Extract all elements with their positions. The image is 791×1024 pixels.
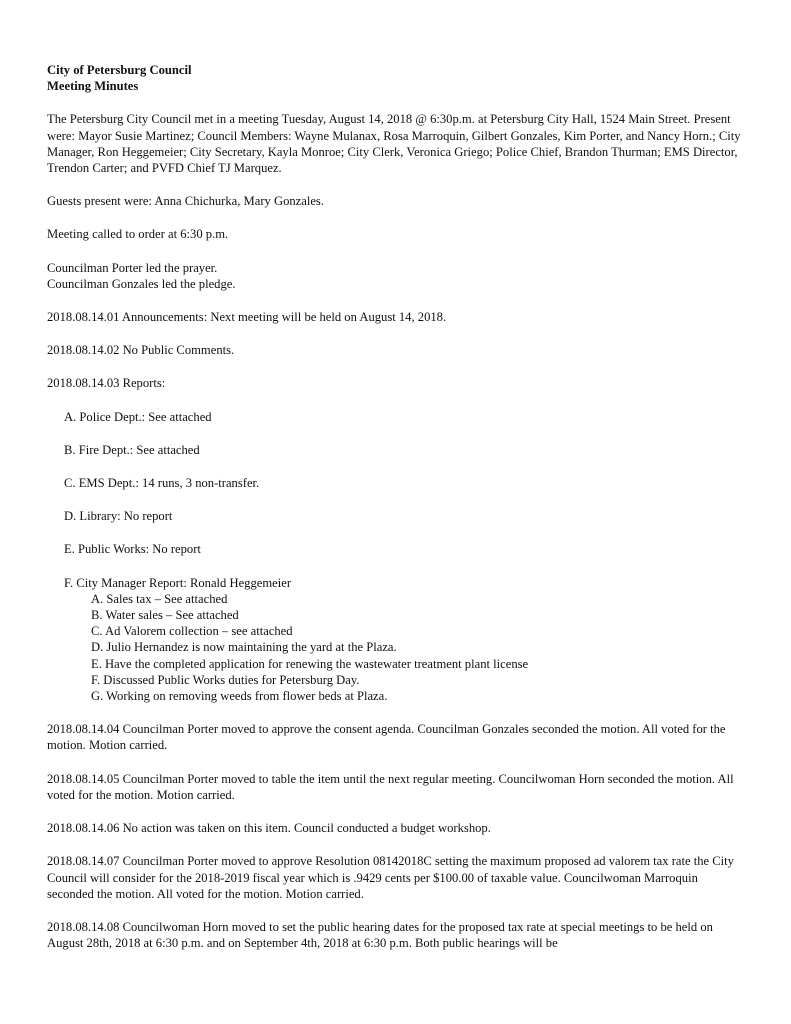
council-title: City of Petersburg Council (47, 63, 192, 77)
item-announcements: 2018.08.14.01 Announcements: Next meeting will be held on August 14, 2018. (47, 310, 447, 325)
attendance-paragraph: The Petersburg City Council met in a meeting Tuesday, August 14, 2018 @ 6:30p.m. at Petersburg City Hall, 1524 Main Street. Present were: Mayor Susie Martinez; Council Members: Wayne Mulanax, Rosa Marroquin, Gilbert Gonzales, Kim Porter, and Nancy Horn.; City Manager, Ron Heggemeier; City Secretary, Kayla Monroe; City Clerk, Veronica Griego; Police Chief, Brandon Thurman; EMS Director, Trendon Carter; and PVFD Chief TJ Marquez. (47, 112, 741, 176)
report-police: A. Police Dept.: See attached (64, 409, 212, 424)
report-fire: B. Fire Dept.: See attached (64, 442, 200, 457)
list-item: A. Sales tax – See attached (91, 591, 228, 606)
list-item: B. Water sales – See attached (91, 608, 239, 623)
item-budget-workshop: 2018.08.14.06 No action was taken on this item. Council conducted a budget workshop. (47, 821, 491, 836)
list-item: D. Julio Hernandez is now maintaining the yard at the Plaza. (91, 640, 397, 655)
report-ems: C. EMS Dept.: 14 runs, 3 non-transfer. (64, 476, 260, 491)
item-table-motion: 2018.08.14.05 Councilman Porter moved to table the item until the next regular meeting. Councilwoman Horn seconded the motion. All voted for the motion. Motion carried. (47, 771, 734, 802)
report-city-manager: F. City Manager Report: Ronald Heggemeier (64, 575, 292, 590)
city-manager-list (91, 591, 747, 704)
item-consent-agenda: 2018.08.14.04 Councilman Porter moved to approve the consent agenda. Councilman Gonzales seconded the motion. All voted for the motion. Motion carried. (47, 722, 726, 753)
document-header (47, 62, 747, 94)
item-public-hearing-dates: 2018.08.14.08 Councilwoman Horn moved to set the public hearing dates for the proposed tax rate at special meetings to be held on August 28th, 2018 at 6:30 p.m. and on September 4th, 2018 at 6:30 p.m. Both public hearings will be (47, 919, 713, 951)
guests-paragraph: Guests present were: Anna Chichurka, Mary Gonzales. (47, 194, 324, 209)
list-item: E. Have the completed application for renewing the wastewater treatment plant license (91, 656, 529, 671)
report-library: D. Library: No report (64, 509, 173, 524)
minutes-title: Meeting Minutes (47, 79, 139, 94)
item-reports: 2018.08.14.03 Reports: (47, 376, 166, 391)
call-to-order: Meeting called to order at 6:30 p.m. (47, 227, 229, 242)
list-item: G. Working on removing weeds from flower beds at Plaza. (91, 689, 388, 704)
pledge-line: Councilman Gonzales led the pledge. (47, 276, 236, 291)
item-public-comments: 2018.08.14.02 No Public Comments. (47, 343, 235, 358)
list-item: F. Discussed Public Works duties for Petersburg Day. (91, 672, 360, 687)
item-tax-rate-resolution: 2018.08.14.07 Councilman Porter moved to approve Resolution 08142018C setting the maximum proposed ad valorem tax rate the City Council will consider for the 2018-2019 fiscal year which is .9429 cents per $100.00 of taxable value. Councilwoman Marroquin seconded the motion. All voted for the motion. Motion carried. (47, 854, 734, 901)
prayer-pledge-block (47, 260, 747, 292)
minutes-document (47, 62, 747, 968)
prayer-line: Councilman Porter led the prayer. (47, 260, 218, 275)
report-public-works: E. Public Works: No report (64, 542, 201, 557)
list-item: C. Ad Valorem collection – see attached (91, 624, 293, 639)
